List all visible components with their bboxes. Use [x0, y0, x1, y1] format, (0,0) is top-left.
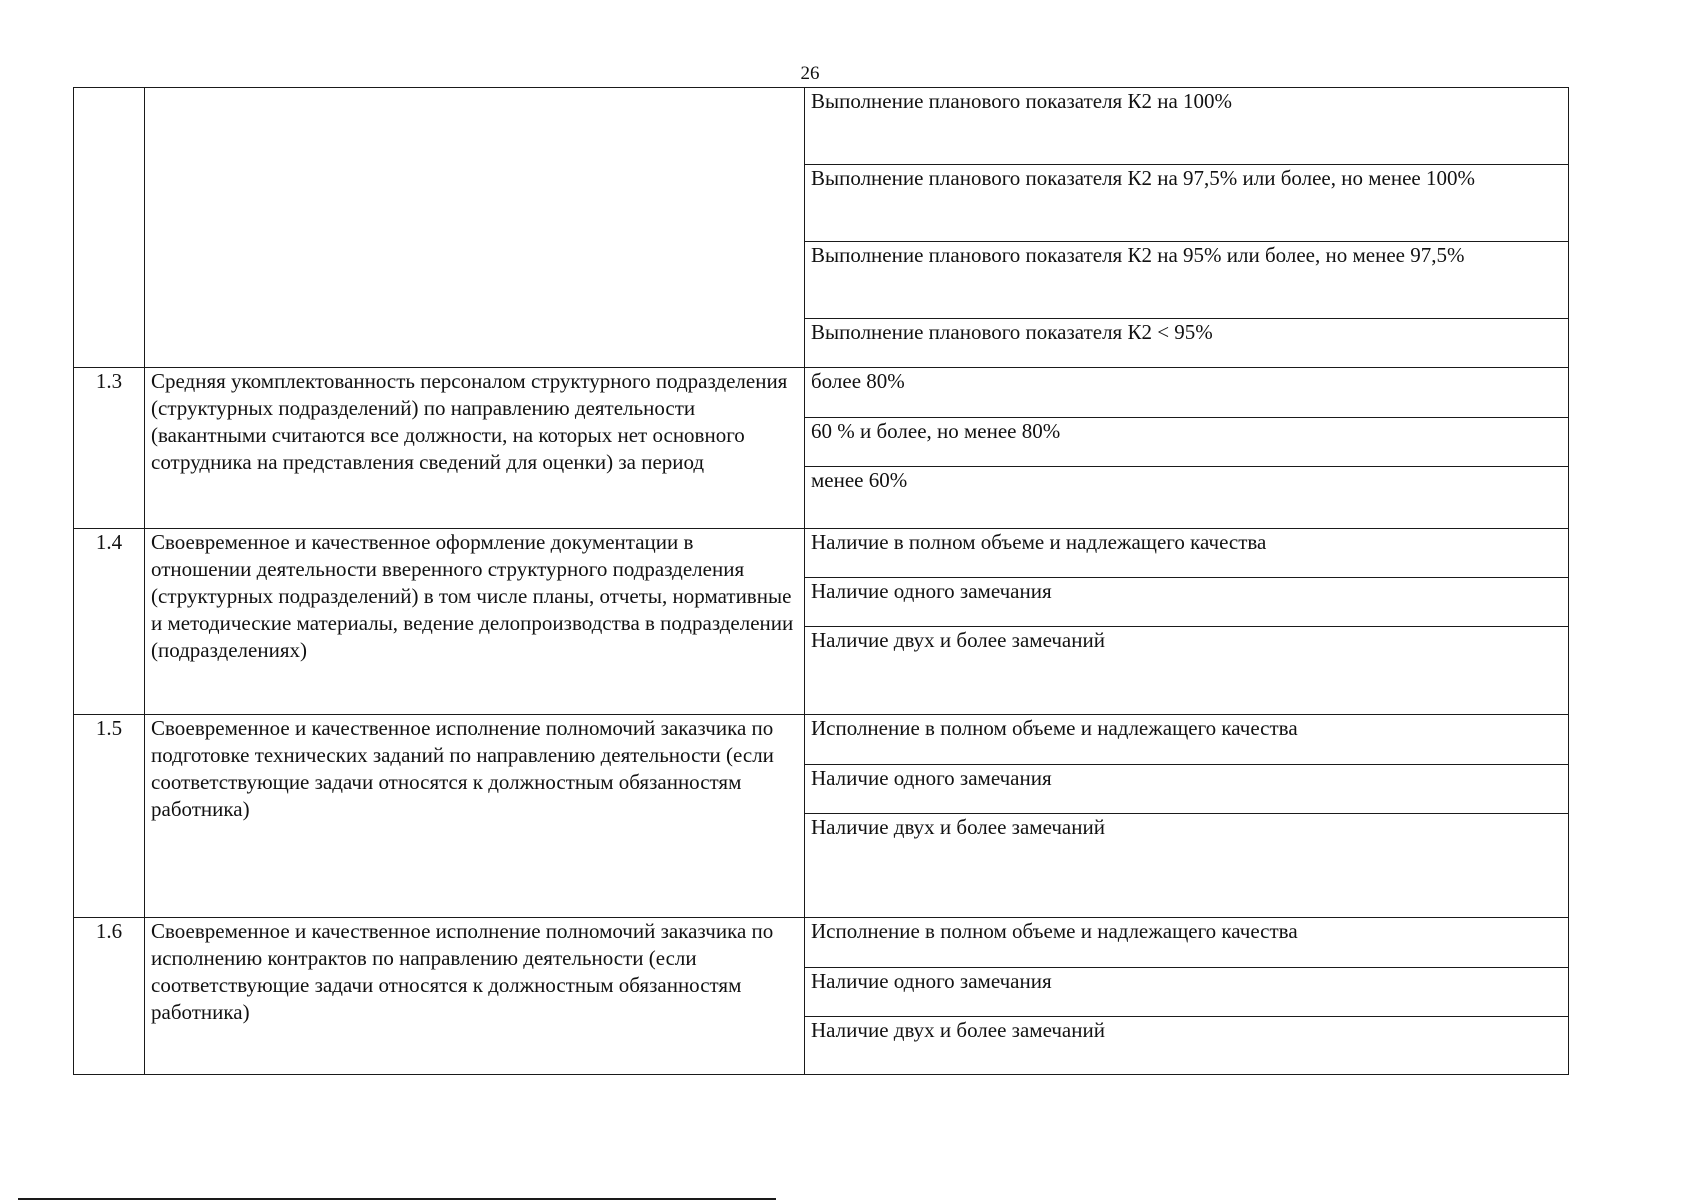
- criterion-cell: Выполнение планового показателя К2 на 100%: [805, 88, 1569, 165]
- criterion-cell: Наличие двух и более замечаний: [805, 814, 1569, 918]
- criterion-cell: Наличие двух и более замечаний: [805, 1017, 1569, 1075]
- row-number-cell: 1.6: [74, 918, 145, 1075]
- table-row: [74, 88, 1569, 165]
- row-number-cell: 1.4: [74, 529, 145, 715]
- criterion-cell: 60 % и более, но менее 80%: [805, 418, 1569, 467]
- criterion-cell: Исполнение в полном объеме и надлежащего качества: [805, 715, 1569, 765]
- criteria-table: [73, 87, 1569, 1075]
- criterion-cell: Выполнение планового показателя К2 на 97,5% или более, но менее 100%: [805, 165, 1569, 242]
- table-row: [74, 368, 1569, 418]
- row-number-cell: 1.3: [74, 368, 145, 529]
- table-row: [74, 918, 1569, 968]
- table-row: [74, 529, 1569, 578]
- criterion-cell: Выполнение планового показателя К2 < 95%: [805, 319, 1569, 368]
- criterion-cell: Исполнение в полном объеме и надлежащего качества: [805, 918, 1569, 968]
- criterion-cell: менее 60%: [805, 467, 1569, 529]
- row-description-cell: Средняя укомплектованность персоналом структурного подразделения (структурных подразделений) по направлению деятельности (вакантными считаются все должности, на которых нет основного сотрудника на представления сведений для оценки) за период: [145, 368, 805, 529]
- criterion-cell: Наличие одного замечания: [805, 578, 1569, 627]
- row-description-cell: [145, 88, 805, 368]
- criterion-cell: Наличие одного замечания: [805, 968, 1569, 1017]
- row-number-cell: [74, 88, 145, 368]
- row-description-cell: Своевременное и качественное исполнение полномочий заказчика по исполнению контрактов по направлению деятельности (если соответствующие задачи относятся к должностным обязанностям работника): [145, 918, 805, 1075]
- row-description-cell: Своевременное и качественное исполнение полномочий заказчика по подготовке технических заданий по направлению деятельности (если соответствующие задачи относятся к должностным обязанностям работника): [145, 715, 805, 918]
- criterion-cell: Наличие в полном объеме и надлежащего качества: [805, 529, 1569, 578]
- criterion-cell: Наличие одного замечания: [805, 765, 1569, 814]
- row-description-cell: Своевременное и качественное оформление документации в отношении деятельности вверенного структурного подразделения (структурных подразделений) в том числе планы, отчеты, нормативные и методические материалы, ведение делопроизводства в подразделении (подразделениях): [145, 529, 805, 715]
- criterion-cell: более 80%: [805, 368, 1569, 418]
- criterion-cell: Наличие двух и более замечаний: [805, 627, 1569, 715]
- row-number-cell: 1.5: [74, 715, 145, 918]
- table-row: [74, 715, 1569, 765]
- page-number: 26: [800, 63, 820, 84]
- criterion-cell: Выполнение планового показателя К2 на 95% или более, но менее 97,5%: [805, 242, 1569, 319]
